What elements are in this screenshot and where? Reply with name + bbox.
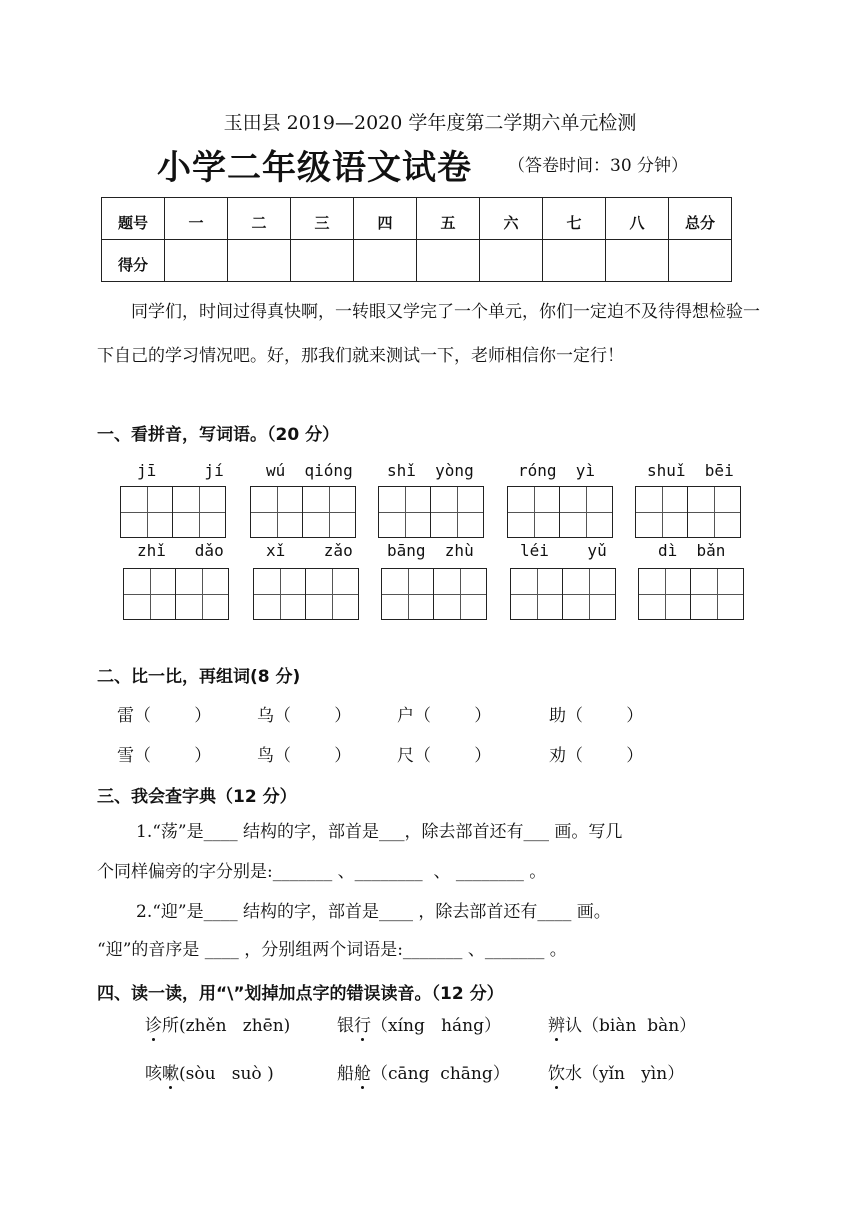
pinyin-label: shuǐ bēi — [647, 461, 734, 480]
section-3-title: 三、我会查字典（12 分） — [97, 787, 297, 807]
pinyin-label: zhǐ dǎo — [137, 541, 224, 560]
pinyin-options: （yǐn yìn） — [582, 1064, 685, 1084]
section-2-title: 二、比一比，再组词(8 分) — [97, 667, 301, 687]
score-cell[interactable] — [669, 240, 732, 282]
writing-grid[interactable] — [635, 486, 741, 538]
dotted-char: 嗽 — [162, 1064, 179, 1084]
pinyin-label: jī jí — [137, 461, 224, 480]
reading-item[interactable] — [145, 1011, 290, 1036]
score-table-score-row — [102, 240, 732, 282]
score-cell[interactable] — [417, 240, 480, 282]
reading-item[interactable] — [548, 1059, 684, 1084]
compare-item[interactable]: 乌（ ） — [257, 706, 352, 726]
dictionary-question-1[interactable]: 1.“荡”是____ 结构的字，部首是___，除去部首还有___ 画。写几 — [136, 822, 623, 842]
score-header-cell: 四 — [354, 198, 417, 240]
compare-item[interactable]: 尺（ ） — [397, 746, 492, 766]
compare-item[interactable]: 雷（ ） — [117, 706, 212, 726]
pinyin-label: wú qióng — [266, 461, 353, 480]
plain-char: 银 — [337, 1016, 354, 1036]
writing-grid[interactable] — [381, 568, 487, 620]
time-note: （答卷时间：30 分钟） — [508, 156, 689, 176]
pinyin-options: （biàn bàn） — [582, 1016, 697, 1036]
compare-item[interactable]: 助（ ） — [549, 706, 644, 726]
dictionary-question-1-cont[interactable]: 个同样偏旁的字分别是:_______ 、________ 、 ________ 。 — [97, 862, 547, 882]
pinyin-options: (zhěn zhēn) — [179, 1016, 291, 1036]
dotted-char: 舱 — [354, 1064, 371, 1084]
reading-item[interactable] — [548, 1011, 696, 1036]
score-header-cell: 二 — [228, 198, 291, 240]
score-cell[interactable] — [543, 240, 606, 282]
pinyin-options: （cāng chāng） — [371, 1064, 510, 1084]
pinyin-label: léi yǔ — [520, 541, 607, 560]
dotted-char: 诊 — [145, 1016, 162, 1036]
exam-title: 小学二年级语文试卷 — [157, 148, 472, 188]
compare-item[interactable]: 雪（ ） — [117, 746, 212, 766]
score-cell[interactable] — [291, 240, 354, 282]
score-header-cell: 三 — [291, 198, 354, 240]
score-row-label: 得分 — [102, 240, 165, 282]
plain-char: 所 — [162, 1016, 179, 1036]
intro-paragraph: 同学们，时间过得真快啊，一转眼又学完了一个单元，你们一定迫不及待得想检验一下自己的学习情况吧。好，那我们就来测试一下，老师相信你一定行！ — [97, 302, 760, 366]
writing-grid[interactable] — [378, 486, 484, 538]
score-cell[interactable] — [165, 240, 228, 282]
plain-char: 认 — [565, 1016, 582, 1036]
dotted-char: 行 — [354, 1016, 371, 1036]
score-header-cell: 八 — [606, 198, 669, 240]
score-header-cell: 六 — [480, 198, 543, 240]
compare-item[interactable]: 户（ ） — [397, 706, 492, 726]
writing-grid[interactable] — [253, 568, 359, 620]
pinyin-label: shǐ yòng — [387, 461, 474, 480]
writing-grid[interactable] — [120, 486, 226, 538]
pinyin-options: （xíng háng） — [371, 1016, 501, 1036]
reading-item[interactable] — [145, 1059, 274, 1084]
section-4-title: 四、读一读，用“\”划掉加点字的错误读音。（12 分） — [97, 984, 504, 1004]
reading-item[interactable] — [337, 1059, 510, 1084]
writing-grid[interactable] — [123, 568, 229, 620]
dotted-char: 辨 — [548, 1016, 565, 1036]
compare-item[interactable]: 鸟（ ） — [257, 746, 352, 766]
score-header-cell: 五 — [417, 198, 480, 240]
writing-grid[interactable] — [507, 486, 613, 538]
plain-char: 船 — [337, 1064, 354, 1084]
section-1-title: 一、看拼音，写词语。（20 分） — [97, 425, 340, 445]
score-cell[interactable] — [480, 240, 543, 282]
score-table — [101, 197, 732, 282]
score-cell[interactable] — [354, 240, 417, 282]
score-header-cell: 七 — [543, 198, 606, 240]
pinyin-options: (sòu suò ) — [179, 1064, 274, 1084]
writing-grid[interactable] — [638, 568, 744, 620]
writing-grid[interactable] — [510, 568, 616, 620]
pinyin-label: xǐ zǎo — [266, 541, 353, 560]
score-cell[interactable] — [228, 240, 291, 282]
score-header-cell: 总分 — [669, 198, 732, 240]
dictionary-question-2-cont[interactable]: “迎”的音序是 ____ ，分别组两个词语是:_______ 、_______ 。 — [97, 940, 567, 960]
dotted-char: 饮 — [548, 1064, 565, 1084]
exam-subtitle: 玉田县 2019—2020 学年度第二学期六单元检测 — [223, 112, 637, 134]
score-table-header-row — [102, 198, 732, 240]
score-header-cell: 题号 — [102, 198, 165, 240]
reading-item[interactable] — [337, 1011, 501, 1036]
pinyin-label: róng yì — [518, 461, 596, 480]
plain-char: 咳 — [145, 1064, 162, 1084]
score-header-cell: 一 — [165, 198, 228, 240]
score-cell[interactable] — [606, 240, 669, 282]
pinyin-label: bāng zhù — [387, 541, 474, 560]
compare-item[interactable]: 劝（ ） — [549, 746, 644, 766]
pinyin-label: dì bǎn — [658, 541, 726, 560]
dictionary-question-2[interactable]: 2.“迎”是____ 结构的字，部首是____ ，除去部首还有____ 画。 — [136, 902, 611, 922]
plain-char: 水 — [565, 1064, 582, 1084]
writing-grid[interactable] — [250, 486, 356, 538]
